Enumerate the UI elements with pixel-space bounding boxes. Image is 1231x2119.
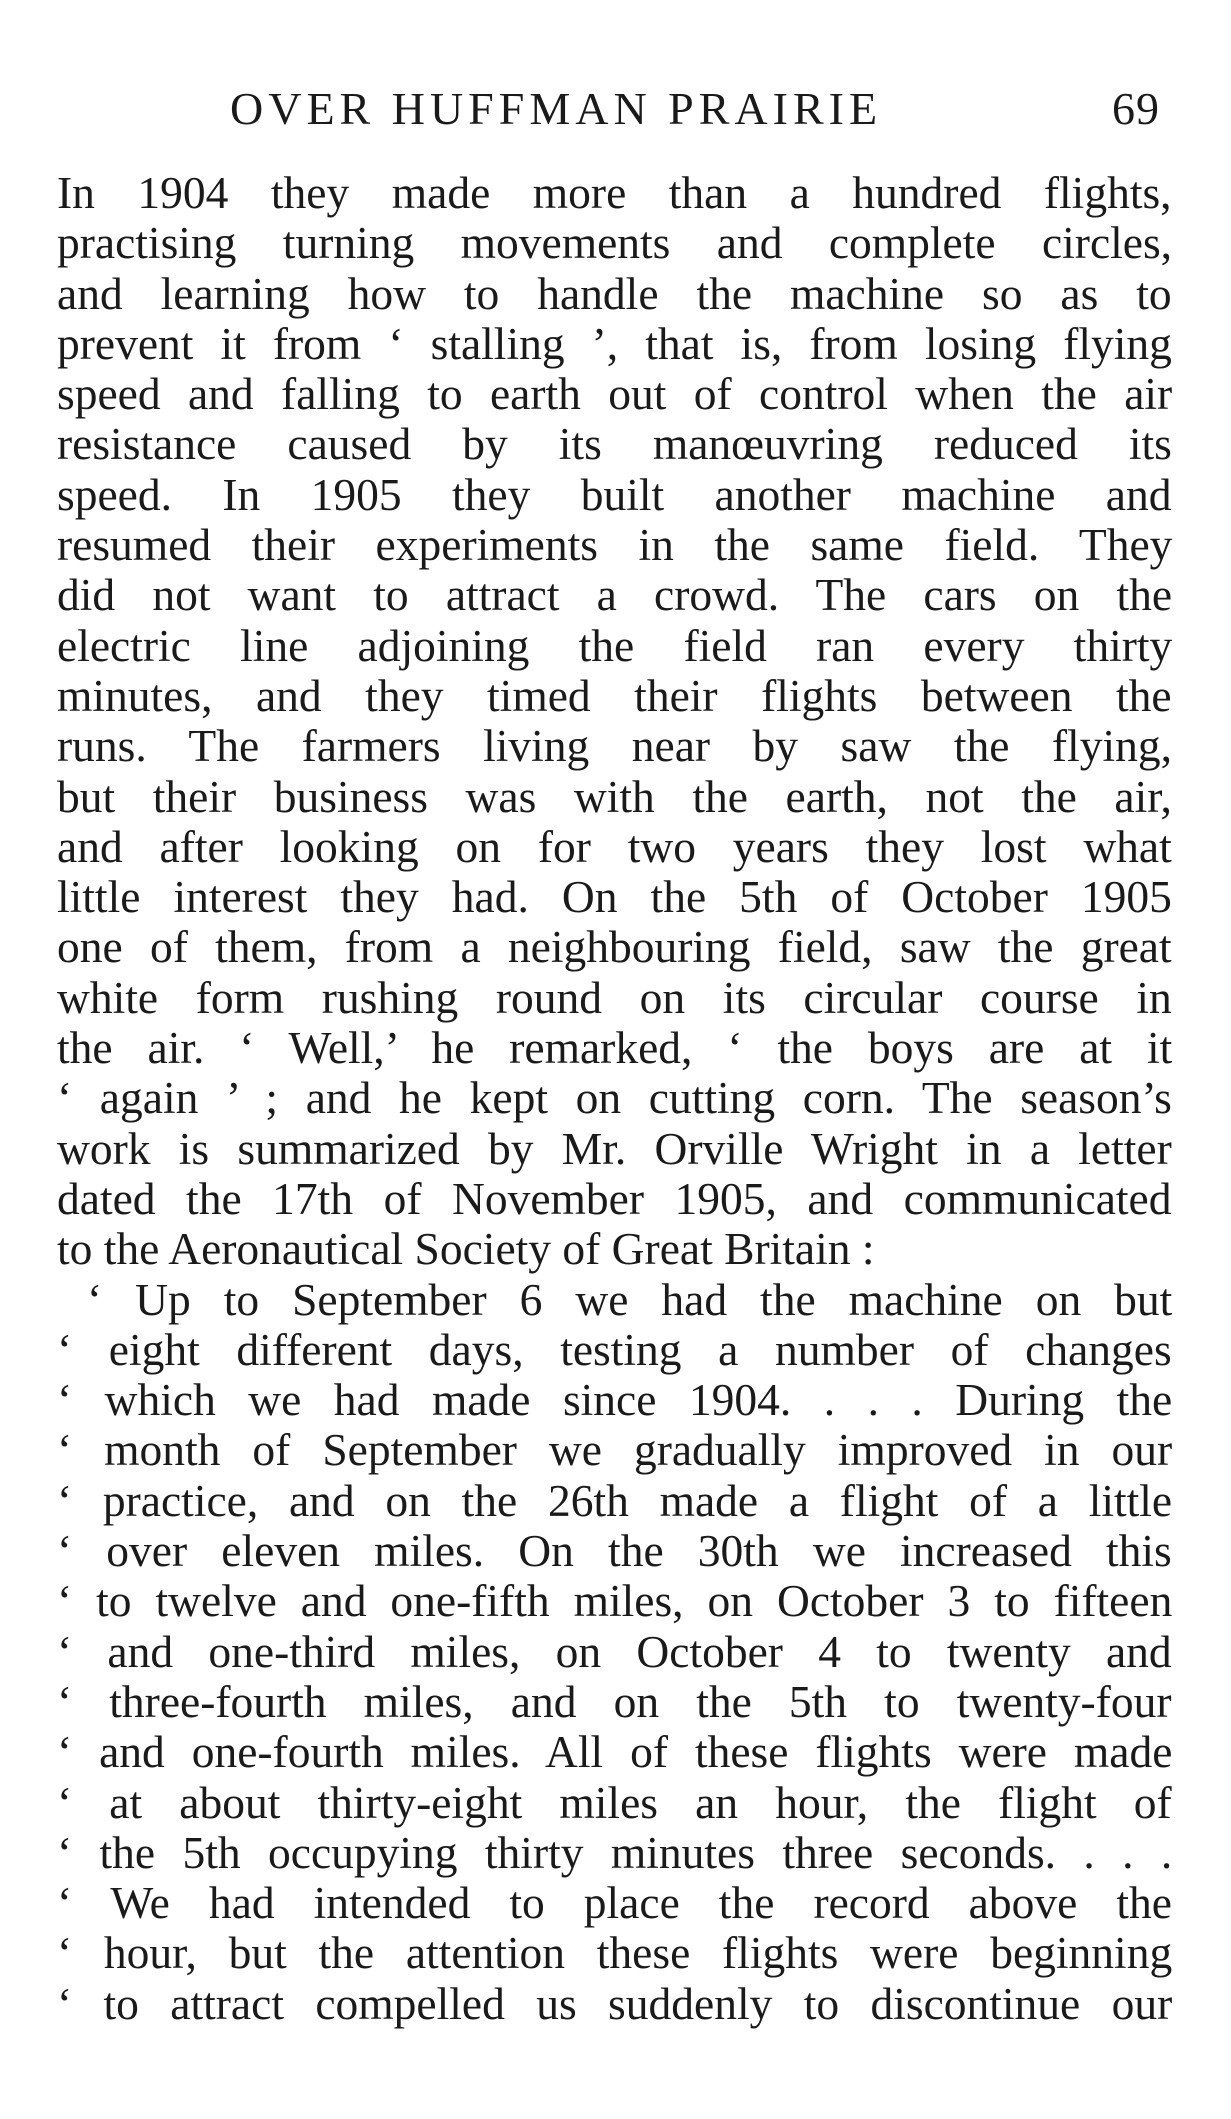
text-line: little interest they had. On the 5th of October 1905	[57, 871, 1172, 923]
quote-line: ‘ three-fourth miles, and on the 5th to twenty-four	[57, 1675, 1172, 1727]
text-line: practising turning movements and complete circles,	[57, 217, 1173, 269]
quote-line: ‘ We had intended to place the record above the	[57, 1877, 1172, 1929]
text-line: electric line adjoining the field ran every thirty	[57, 619, 1173, 671]
text-line: ‘ again ’ ; and he kept on cutting corn. The season’s	[57, 1072, 1172, 1124]
quote-line: ‘ over eleven miles. On the 30th we increased this	[57, 1525, 1172, 1577]
quote-line: ‘ Up to September 6 we had the machine on but	[87, 1273, 1173, 1325]
quote-line: ‘ at about thirty-eight miles an hour, the flight of	[57, 1776, 1172, 1828]
quote-line: ‘ which we had made since 1904. . . . During the	[57, 1374, 1173, 1426]
text-line: resumed their experiments in the same field. They	[57, 519, 1173, 571]
running-head	[230, 82, 1160, 142]
text-line: resistance caused by its manœuvring reduced its	[57, 418, 1172, 470]
text-line: In 1904 they made more than a hundred flights,	[57, 167, 1172, 218]
text-line: prevent it from ‘ stalling ’, that is, from losing flying	[57, 317, 1172, 369]
quote-line: ‘ hour, but the attention these flights were beginning	[57, 1927, 1173, 1979]
quote-line: ‘ to twelve and one-fifth miles, on October 3 to fifteen	[57, 1575, 1173, 1627]
text-line: minutes, and they timed their flights between the	[57, 669, 1172, 721]
chapter-title: OVER HUFFMAN PRAIRIE	[230, 83, 883, 134]
text-line: to the Aeronautical Society of Great Britain :	[57, 1223, 875, 1275]
text-line: runs. The farmers living near by saw the flying,	[57, 720, 1172, 772]
text-line: did not want to attract a crowd. The cars on the	[57, 569, 1173, 621]
text-line: dated the 17th of November 1905, and communicated	[57, 1172, 1172, 1224]
text-line: one of them, from a neighbouring field, saw the great	[57, 921, 1172, 973]
page-number: 69	[1112, 83, 1160, 134]
text-line: the air. ‘ Well,’ he remarked, ‘ the boys are at it	[57, 1022, 1173, 1074]
quote-line: ‘ and one-third miles, on October 4 to twenty and	[57, 1625, 1172, 1677]
quote-line: ‘ the 5th occupying thirty minutes three seconds. . . .	[57, 1826, 1173, 1878]
text-line: and learning how to handle the machine so as to	[57, 267, 1172, 319]
quote-line: ‘ eight different days, testing a number of changes	[57, 1323, 1172, 1375]
quote-line: ‘ practice, and on the 26th made a flight of a little	[57, 1474, 1173, 1526]
text-line: work is summarized by Mr. Orville Wright in a letter	[57, 1122, 1172, 1174]
quote-line: ‘ month of September we gradually improved in our	[57, 1424, 1173, 1476]
text-line: speed and falling to earth out of control when the air	[57, 368, 1173, 420]
quote-line: ‘ and one-fourth miles. All of these flights were made	[57, 1726, 1173, 1778]
text-line: white form rushing round on its circular course in	[57, 971, 1172, 1023]
body-text	[57, 168, 1172, 2029]
text-line: and after looking on for two years they lost what	[57, 820, 1172, 872]
quote-line: ‘ to attract compelled us suddenly to discontinue our	[57, 1977, 1173, 2029]
text-line: but their business was with the earth, not the air,	[57, 770, 1172, 822]
text-line: speed. In 1905 they built another machine and	[57, 468, 1172, 520]
